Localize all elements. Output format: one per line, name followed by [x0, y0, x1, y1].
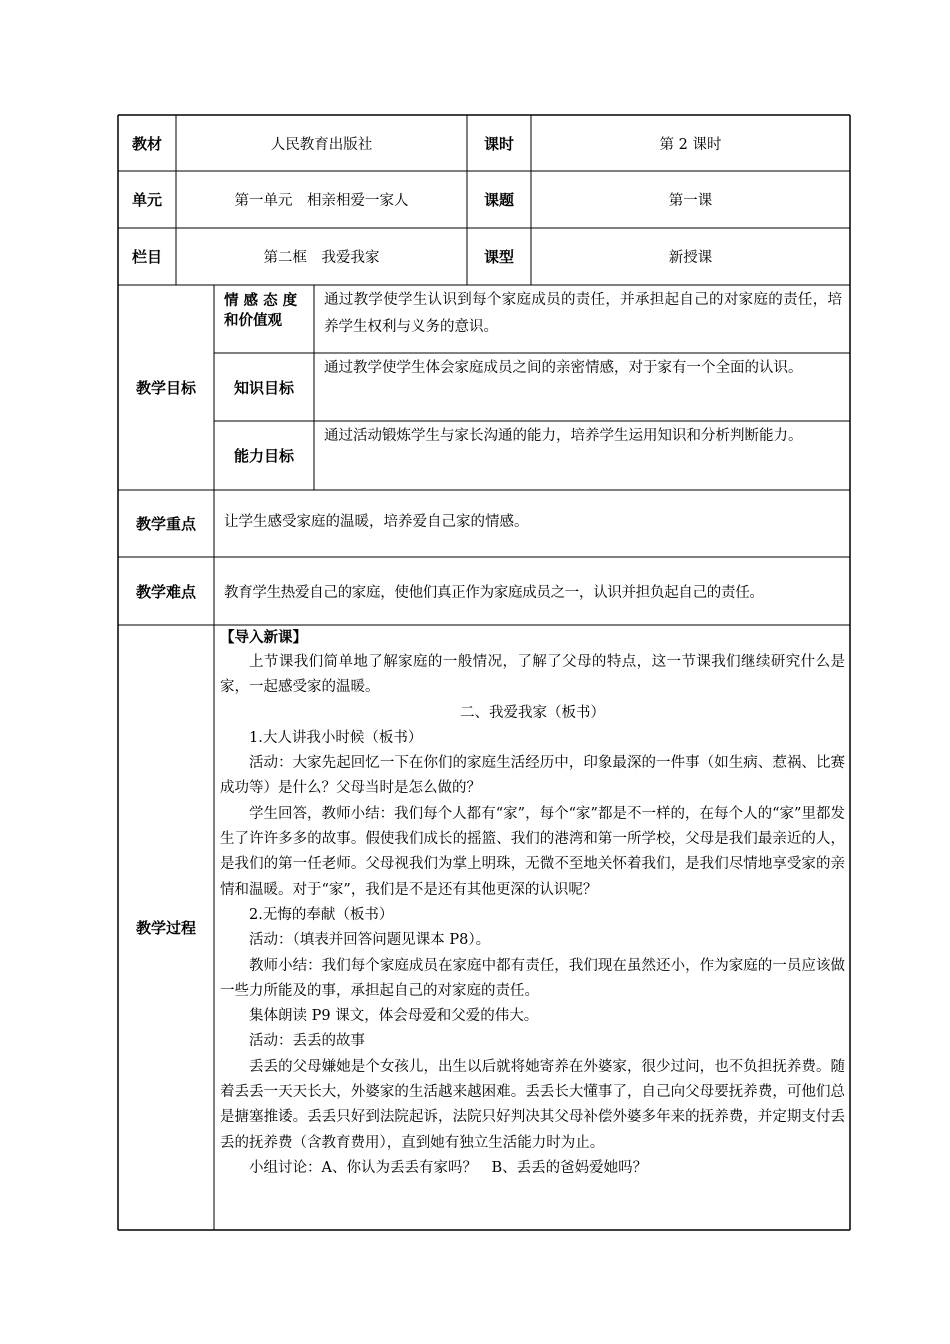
emotion-values-text: 情 感 态 度 和价值观 — [224, 293, 298, 329]
process-item2-summary: 教师小结：我们每个家庭成员在家庭中都有责任，我们现在虽然还小，作为家庭的一员应该做一些力所能及的事，承担起自己的对家庭的责任。 — [220, 957, 845, 999]
process-story: 丢丢的父母嫌她是个女孩儿，出生以后就将她寄养在外婆家，很少过问，也不负担抚养费。随着丢丢一天天长大，外婆家的生活越来越困难。丢丢长大懂事了，自己向父母要抚养费，可他们总是搪塞推诿。丢丢只好到法院起诉，法院只好判决其父母补偿外婆多年来的抚养费，并定期支付丢丢的抚养费（含教育费用），直到她有独立生活能力时为止。 — [220, 1058, 845, 1151]
knowledge-objective-content: 通过教学使学生体会家庭成员之间的亲密情感，对于家有一个全面的认识。 — [324, 360, 803, 376]
label-emotion-values — [214, 285, 314, 353]
value-unit: 第一单元 相亲相爱一家人 — [234, 193, 409, 209]
label-teaching-objectives: 教学目标 — [135, 379, 196, 397]
text-emotion-values — [314, 285, 850, 353]
value-lesson-type: 新授课 — [668, 250, 713, 266]
label-key-point: 教学重点 — [135, 515, 196, 533]
process-heading: 【导入新课】 — [220, 630, 307, 646]
label-unit: 单元 — [131, 191, 162, 209]
process-item2-activity: 活动：（填表并回答问题见课本 P8）。 — [249, 932, 491, 949]
value-topic: 第一课 — [668, 193, 713, 209]
ability-objective-content: 通过活动锻炼学生与家长沟通的能力，培养学生运用知识和分析判断能力。 — [324, 428, 803, 444]
text-knowledge-objective — [314, 353, 850, 421]
value-publisher: 人民教育出版社 — [270, 136, 373, 153]
emotion-values-content: 通过教学使学生认识到每个家庭成员的责任，并承担起自己的对家庭的责任，培养学生权利与义务的意识。 — [324, 292, 842, 335]
text-difficulty: 教育学生热爱自己的家庭，使他们真正作为家庭成员之一，认识并担负起自己的责任。 — [224, 584, 764, 601]
text-key-point: 让学生感受家庭的温暖，培养爱自己家的情感。 — [224, 513, 529, 530]
process-discussion: 小组讨论：A、你认为丢丢有家吗？ B、丢丢的爸妈爱她吗？ — [249, 1159, 648, 1176]
process-item1-summary: 学生回答，教师小结：我们每个人都有“家”，每个“家”都是不一样的，在每个人的“家”里都发生了许许多多的故事。假使我们成长的摇篮、我们的港湾和第一所学校，父母是我们最亲近的人，是我们的第一任老师。父母视我们为掌上明珠，无微不至地关怀着我们，是我们尽情地享受家的亲情和温暖。对于“家”，我们是不是还有其他更深的认识呢？ — [220, 805, 845, 898]
label-topic: 课题 — [483, 191, 514, 209]
label-teaching-process: 教学过程 — [135, 919, 196, 937]
label-textbook: 教材 — [131, 134, 162, 153]
process-reading: 集体朗读 P9 课文，体会母爱和父爱的伟大。 — [249, 1008, 539, 1025]
teaching-process-content — [220, 626, 845, 1181]
process-section-title: 二、我爱我家（板书） — [460, 704, 605, 721]
value-lesson-hours: 第 2 课时 — [659, 136, 722, 153]
process-item2-title: 2.无悔的奉献（板书） — [249, 906, 394, 923]
process-intro: 上节课我们简单地了解家庭的一般情况，了解了父母的特点，这一节课我们继续研究什么是家，一起感受家的温暖。 — [220, 654, 845, 696]
label-lesson-hours: 课时 — [483, 134, 514, 153]
text-ability-objective — [314, 421, 850, 490]
label-ability-objective: 能力目标 — [233, 447, 294, 465]
process-item1-activity: 活动：大家先起回忆一下在你们的家庭生活经历中，印象最深的一件事（如生病、惹祸、比赛成功等）是什么？父母当时是怎么做的？ — [220, 755, 845, 797]
label-knowledge-objective: 知识目标 — [233, 378, 294, 397]
value-column: 第二框 我爱我家 — [263, 250, 380, 266]
process-story-title: 活动：丢丢的故事 — [249, 1033, 365, 1050]
label-column: 栏目 — [131, 248, 162, 266]
label-lesson-type: 课型 — [483, 248, 514, 266]
process-item1-title: 1.大人讲我小时候（板书） — [249, 729, 423, 746]
label-difficulty: 教学难点 — [135, 582, 196, 601]
